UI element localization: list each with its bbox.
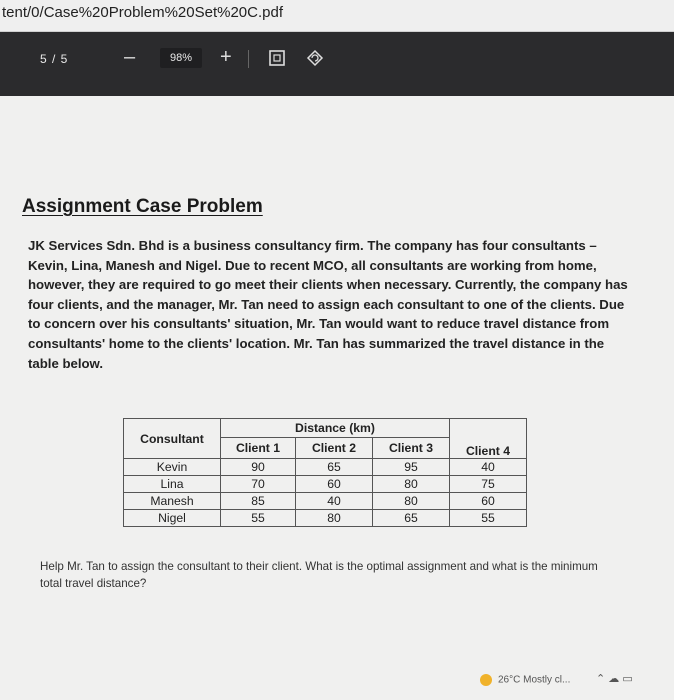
client-header: Client 2 xyxy=(296,438,373,459)
distance-cell: 65 xyxy=(296,459,373,476)
distance-cell: 65 xyxy=(373,510,450,527)
distance-cell: 55 xyxy=(221,510,296,527)
distance-cell: 80 xyxy=(373,476,450,493)
client-header: Client 4 xyxy=(450,419,527,459)
pdf-page xyxy=(0,96,674,700)
fit-page-icon[interactable] xyxy=(268,49,286,70)
consultant-name: Lina xyxy=(124,476,221,493)
client-header: Client 1 xyxy=(221,438,296,459)
sun-icon xyxy=(480,674,492,686)
client-header: Client 3 xyxy=(373,438,450,459)
rotate-icon[interactable] xyxy=(305,48,325,71)
table-row xyxy=(124,459,527,476)
chevron-up-icon[interactable]: ⌃ xyxy=(596,673,606,685)
pdf-toolbar xyxy=(0,32,674,96)
distance-cell: 75 xyxy=(450,476,527,493)
weather-widget[interactable] xyxy=(480,674,570,686)
consultant-header: Consultant xyxy=(124,419,221,459)
distance-cell: 80 xyxy=(296,510,373,527)
distance-table xyxy=(123,418,527,527)
consultant-name: Manesh xyxy=(124,493,221,510)
battery-icon[interactable]: ▭ xyxy=(622,673,633,685)
onedrive-icon[interactable]: ☁ xyxy=(608,673,620,685)
weather-text: 26°C Mostly cl... xyxy=(498,674,571,686)
distance-cell: 85 xyxy=(221,493,296,510)
problem-paragraph: JK Services Sdn. Bhd is a business consultancy firm. The company has four consultants – Kevin, Lina, Manesh and Nigel. Due to recent MCO, all consultants are working from home, however, they are required to go meet their clients when necessary. Currently, the company has four clients, and the manager, Mr. Tan need to assign each consultant to one of the clients. Due to concern over his consultants' situation, Mr. Tan would want to reduce travel distance from consultants' home to the clients' location. Mr. Tan has summarized the travel distance in the table below. xyxy=(28,238,628,371)
distance-cell: 95 xyxy=(373,459,450,476)
toolbar-divider xyxy=(248,50,249,68)
system-tray xyxy=(596,672,633,685)
page-title: Assignment Case Problem xyxy=(22,196,263,217)
distance-cell: 40 xyxy=(296,493,373,510)
distance-cell: 90 xyxy=(221,459,296,476)
question-text: Help Mr. Tan to assign the consultant to their client. What is the optimal assignment and what is the minimum total travel distance? xyxy=(40,560,598,590)
consultant-name: Nigel xyxy=(124,510,221,527)
zoom-level[interactable]: 98% xyxy=(160,48,202,68)
address-bar[interactable]: tent/0/Case%20Problem%20Set%20C.pdf xyxy=(0,0,674,32)
table-row xyxy=(124,510,527,527)
distance-cell: 40 xyxy=(450,459,527,476)
distance-group-header: Distance (km) xyxy=(221,419,450,438)
distance-cell: 60 xyxy=(450,493,527,510)
distance-cell: 70 xyxy=(221,476,296,493)
zoom-in-button[interactable]: + xyxy=(220,46,232,68)
distance-cell: 55 xyxy=(450,510,527,527)
table-row xyxy=(124,493,527,510)
distance-cell: 60 xyxy=(296,476,373,493)
consultant-name: Kevin xyxy=(124,459,221,476)
distance-cell: 80 xyxy=(373,493,450,510)
table-row xyxy=(124,476,527,493)
zoom-out-button[interactable]: – xyxy=(124,46,136,68)
page-indicator: 5 / 5 xyxy=(40,52,69,66)
